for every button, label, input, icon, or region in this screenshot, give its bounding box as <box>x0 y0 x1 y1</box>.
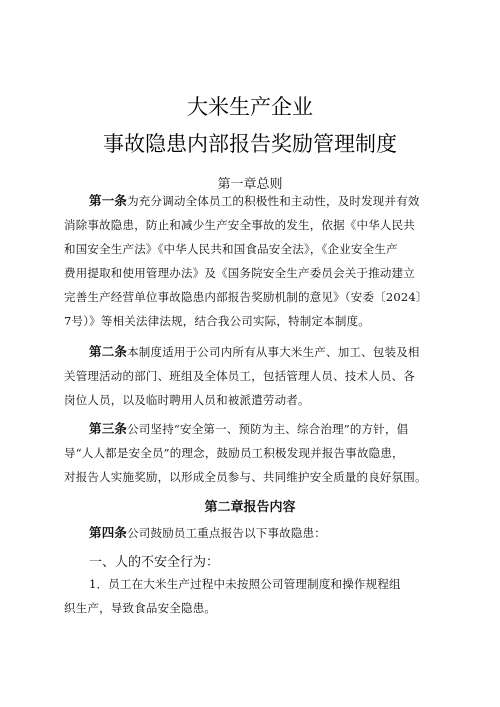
article-3-label: 第三条 <box>89 421 128 436</box>
article-2-line-2: 关管理活动的部门、班组及全体员工，包括管理人员、技术人员、各 <box>64 369 415 383</box>
article-2-label: 第二条 <box>89 344 128 359</box>
article-1-line-1: 为充分调动全体员工的积极性和主动性，及时发现并有效 <box>127 194 420 208</box>
item-1-line-1: 1．员工在大米生产过程中未按照公司管理制度和操作规程组 <box>89 577 401 591</box>
article-3-line-1: 公司坚持“安全第一、预防为主、综合治理”的方针，倡 <box>127 422 409 436</box>
article-3-line-2: 导“人人都是安全员”的理念，鼓励员工积极发现并报告事故隐患， <box>64 446 404 460</box>
document-title-line1: 大米生产企业 <box>187 95 313 119</box>
section-1-heading: 一、人的不安全行为： <box>89 555 220 570</box>
article-1-line-4: 费用提取和使用管理办法》及《国务院安全生产委员会关于推动建立 <box>64 266 415 280</box>
item-1-line-2: 织生产，导致食品安全隐患。 <box>64 601 217 615</box>
article-3-line-3: 对报告人实施奖励，以形成全员参与、共同维护安全质量的良好氛围。 <box>64 470 427 484</box>
article-1-line-6: 7号）》等相关法律法规，结合我公司实际，特制定本制度。 <box>64 314 370 328</box>
article-1-label: 第一条 <box>89 193 128 208</box>
article-4-label: 第四条 <box>89 525 128 540</box>
article-1-line-3: 和国安全生产法》《中华人民共和国食品安全法》，《企业安全生产 <box>64 242 398 256</box>
article-1-first-line <box>89 193 420 209</box>
article-1-line-2: 消除事故隐患，防止和减少生产安全事故的发生，依据《中华人民共 <box>64 218 415 232</box>
chapter-2-heading: 第二章报告内容 <box>204 500 296 515</box>
article-2-line-1: 本制度适用于公司内所有从事大米生产、加工、包装及相 <box>127 345 420 359</box>
article-3-first-line <box>89 421 408 437</box>
article-4-text: 公司鼓励员工重点报告以下事故隐患： <box>127 526 327 540</box>
article-1-line-5: 完善生产经营单位事故隐患内部报告奖励机制的意见》（安委〔2024〕 <box>64 290 428 304</box>
document-title-line2: 事故隐患内部报告奖励管理制度 <box>103 132 397 156</box>
article-2-first-line <box>89 344 420 360</box>
article-4-line <box>89 525 326 541</box>
article-2-line-3: 岗位人员，以及临时聘用人员和被派遣劳动者。 <box>64 393 310 407</box>
chapter-1-heading: 第一章总则 <box>217 177 283 192</box>
